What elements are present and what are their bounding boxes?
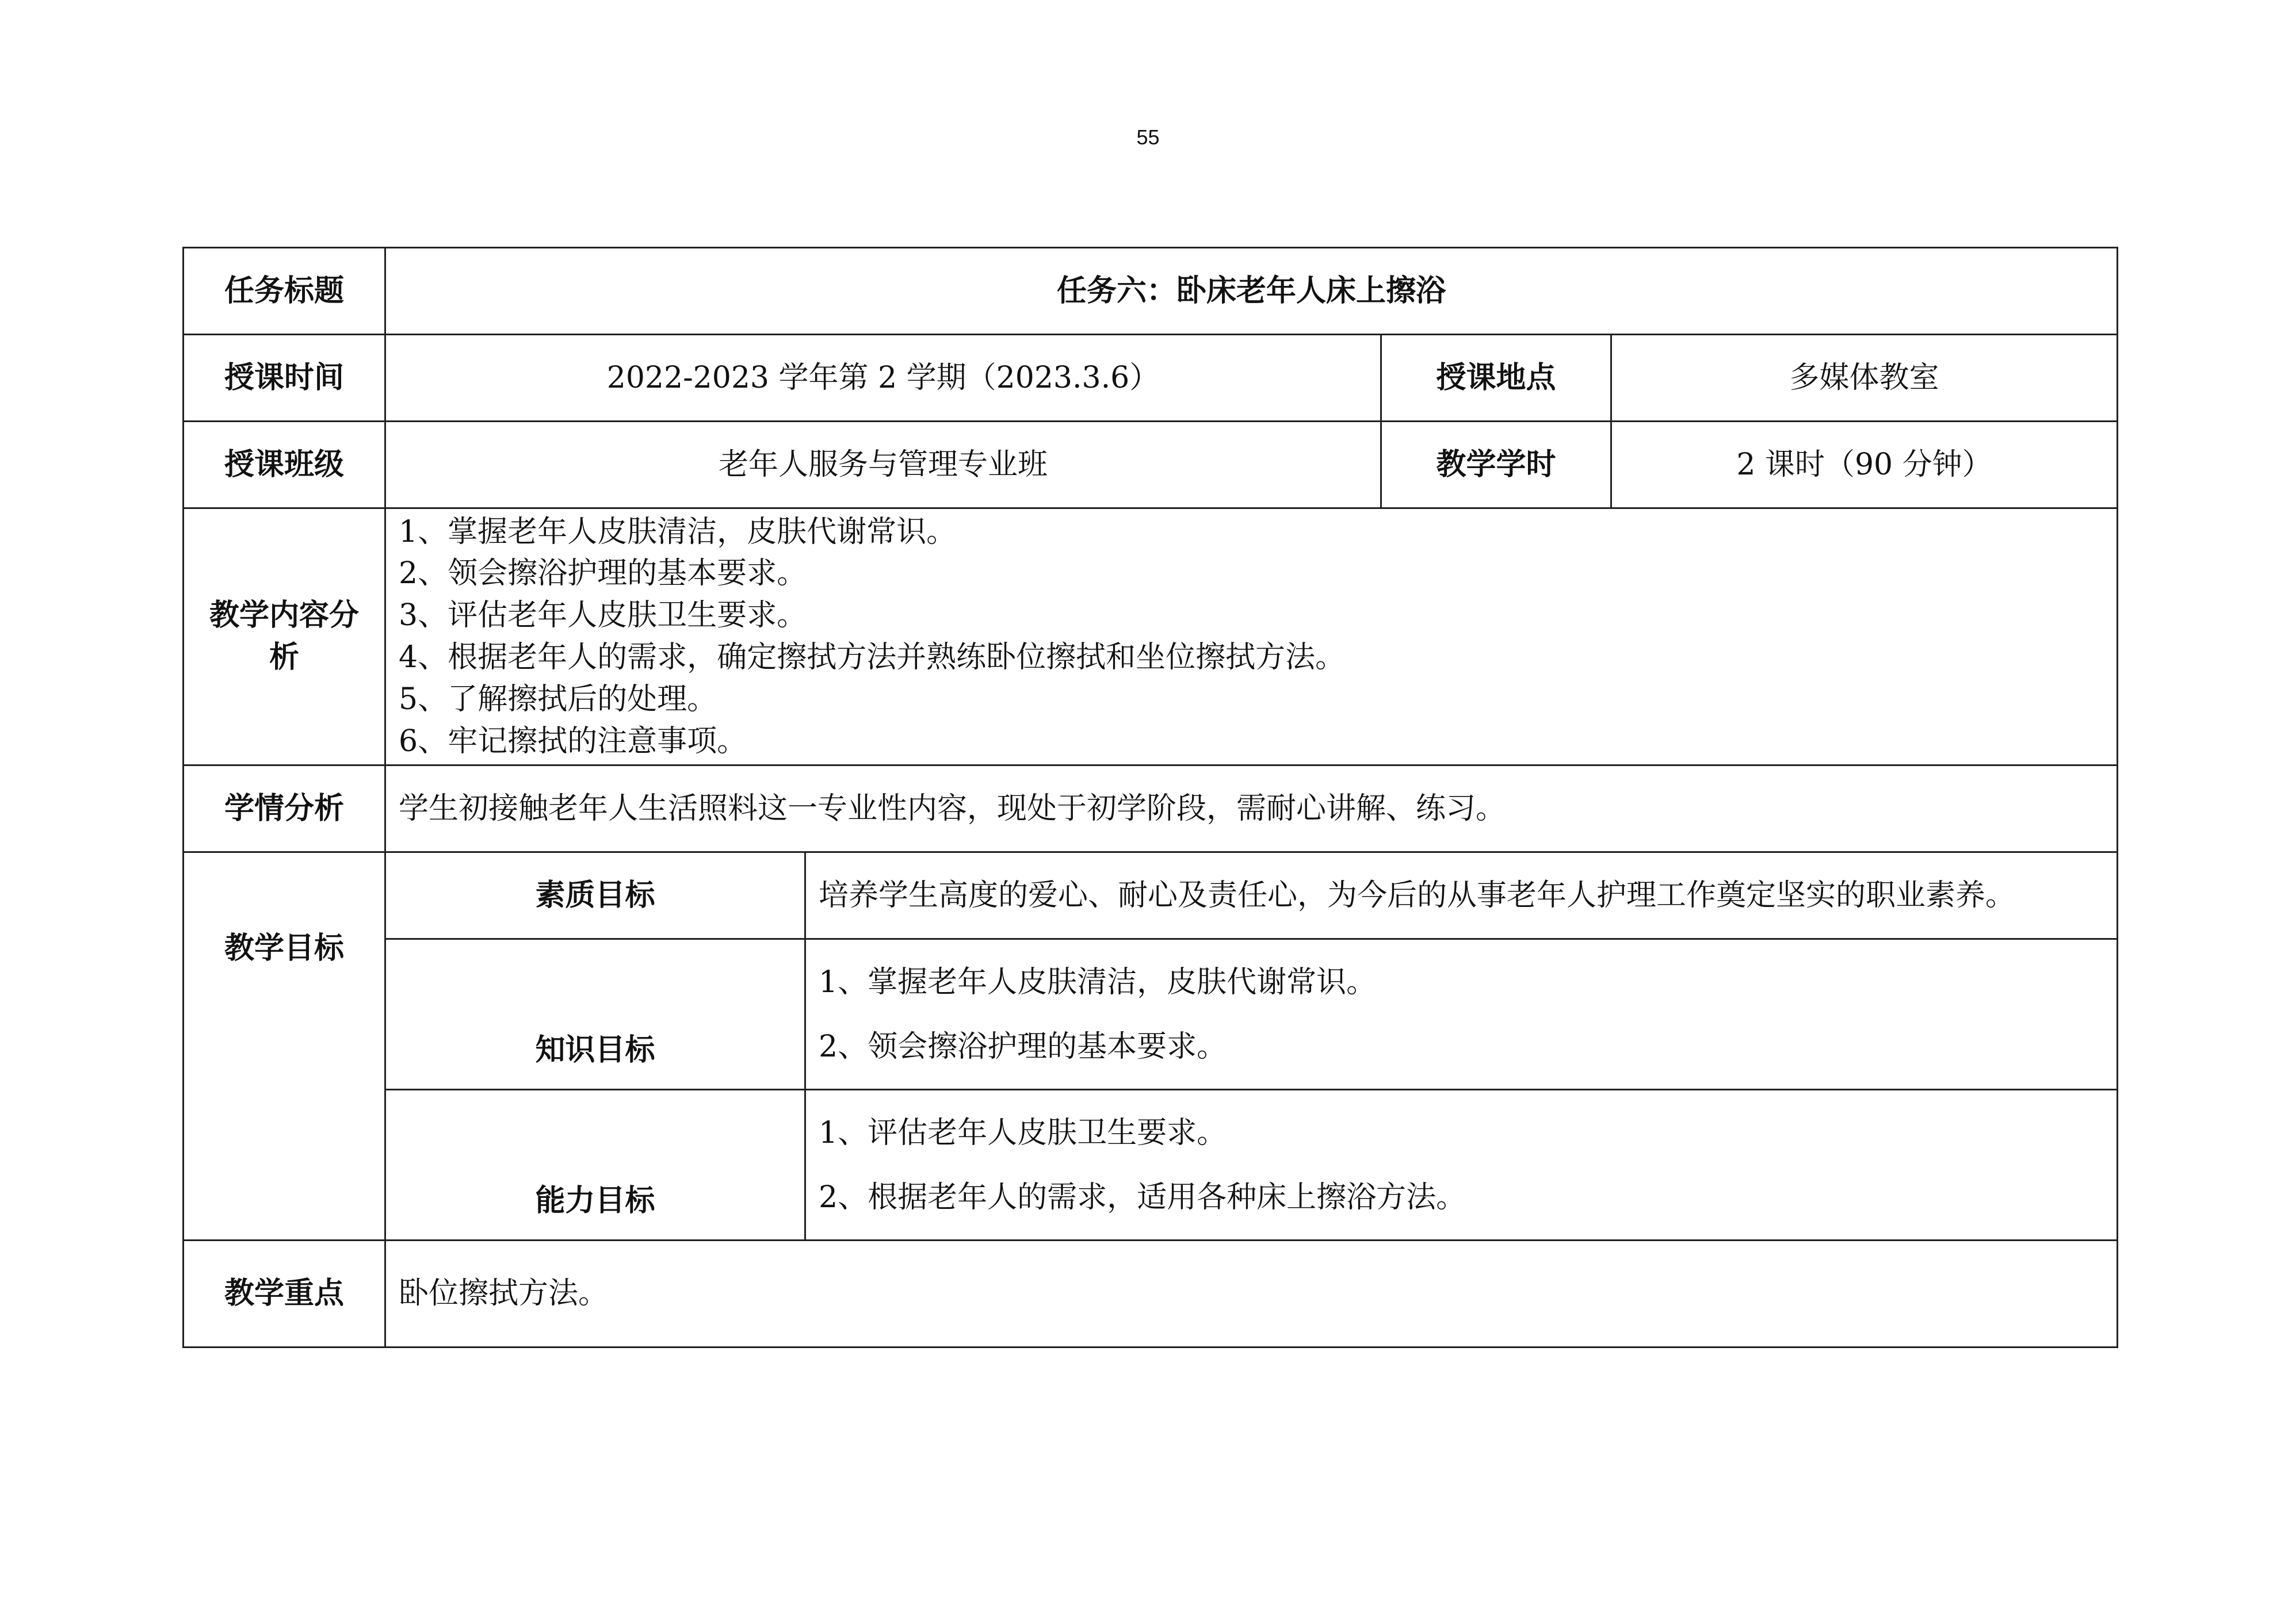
objectives-label: 教学目标 [184,852,385,1241]
list-item: 5、了解擦拭后的处理。 [399,682,717,717]
row-time-location [184,335,2118,422]
time-value: 2022-2023 学年第 2 学期（2023.3.6） [385,335,1381,422]
key-point-label: 教学重点 [184,1241,385,1348]
task-title-label: 任务标题 [184,248,385,335]
list-item: 2、根据老年人的需求，适用各种床上擦浴方法。 [819,1180,1466,1215]
quality-objective-value: 培养学生高度的爱心、耐心及责任心，为今后的从事老年人护理工作奠定坚实的职业素养。 [805,852,2118,939]
knowledge-objective-label: 知识目标 [385,939,805,1090]
list-item: 1、掌握老年人皮肤清洁，皮肤代谢常识。 [399,514,957,549]
class-value: 老年人服务与管理专业班 [385,422,1381,508]
lesson-plan-table [182,247,2118,1348]
key-point-value: 卧位擦拭方法。 [385,1241,2118,1348]
hours-label: 教学学时 [1381,422,1611,508]
content-analysis-label: 教学内容分析 [184,508,385,765]
list-item: 1、掌握老年人皮肤清洁，皮肤代谢常识。 [819,964,1377,1000]
list-item: 2、领会擦浴护理的基本要求。 [819,1029,1227,1064]
row-task-title [184,248,2118,335]
ability-objective-label: 能力目标 [385,1090,805,1241]
task-title-value: 任务六：卧床老年人床上擦浴 [385,248,2118,335]
learner-analysis-label: 学情分析 [184,765,385,852]
location-label: 授课地点 [1381,335,1611,422]
list-item: 6、牢记擦拭的注意事项。 [399,724,747,759]
ability-objective-list [805,1090,2118,1241]
list-item: 4、根据老年人的需求，确定擦拭方法并熟练卧位擦拭和坐位擦拭方法。 [399,640,1346,675]
row-quality-objective [184,852,2118,939]
row-content-analysis [184,508,2118,765]
list-item: 3、评估老年人皮肤卫生要求。 [399,598,807,633]
list-item: 2、领会擦浴护理的基本要求。 [399,556,807,591]
hours-value: 2 课时（90 分钟） [1611,422,2118,508]
location-value: 多媒体教室 [1611,335,2118,422]
row-learner-analysis [184,765,2118,852]
learner-analysis-value: 学生初接触老年人生活照料这一专业性内容，现处于初学阶段，需耐心讲解、练习。 [385,765,2118,852]
content-analysis-list [385,508,2118,765]
row-key-point [184,1241,2118,1348]
time-label: 授课时间 [184,335,385,422]
page-number: 55 [1136,125,1160,149]
class-label: 授课班级 [184,422,385,508]
row-knowledge-objective [184,939,2118,1090]
knowledge-objective-list [805,939,2118,1090]
quality-objective-label: 素质目标 [385,852,805,939]
list-item: 1、评估老年人皮肤卫生要求。 [819,1115,1227,1150]
row-class-hours [184,422,2118,508]
row-ability-objective [184,1090,2118,1241]
